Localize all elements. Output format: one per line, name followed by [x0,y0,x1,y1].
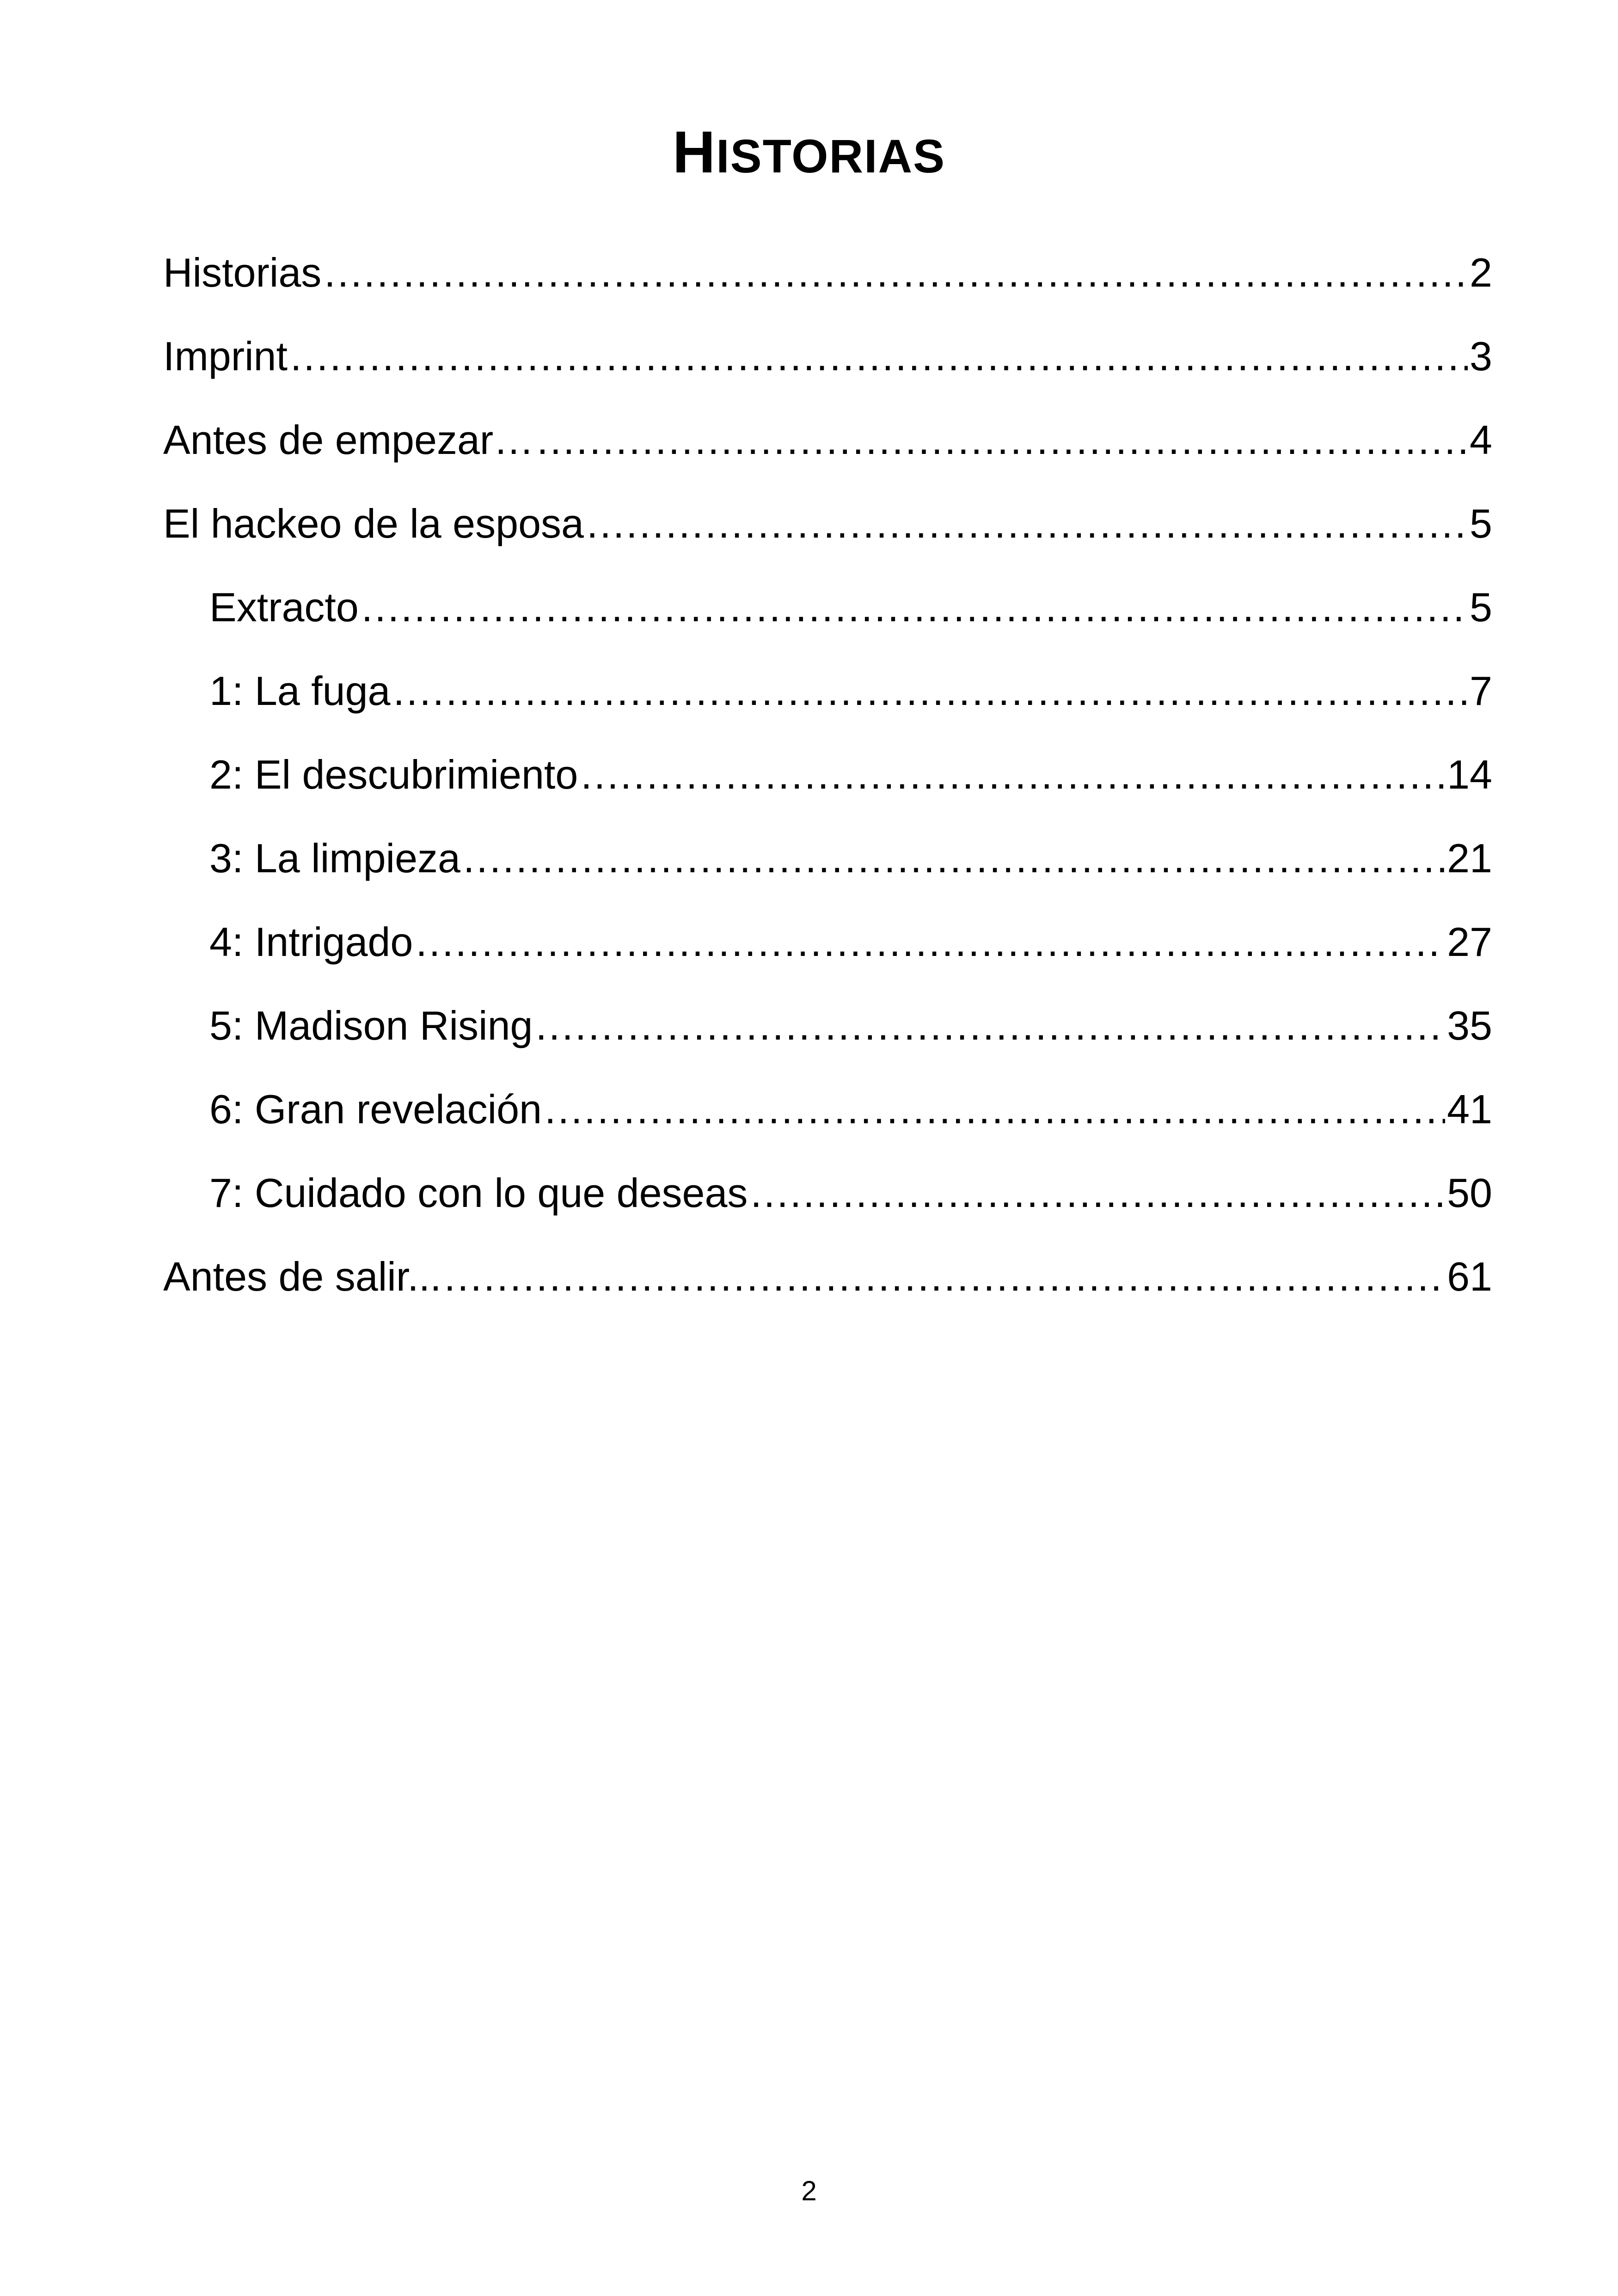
toc-entry-page: 14 [1447,752,1492,797]
toc-entry-page: 2 [1470,250,1492,295]
toc-entry-page: 4 [1470,417,1492,463]
toc-entry-page: 5 [1470,584,1492,630]
toc-entry-label: 3: La limpieza [209,835,460,881]
toc-entry-chapter-5[interactable] [163,998,1492,1082]
toc-entry-chapter-4[interactable] [163,914,1492,998]
toc-entry-label: El hackeo de la esposa [163,501,584,546]
toc-dot-leader [545,1082,1445,1137]
toc-entry-page: 61 [1447,1254,1492,1299]
toc-entry-chapter-6[interactable] [163,1082,1492,1165]
toc-entry-chapter-2[interactable] [163,747,1492,831]
toc-entry-label: 6: Gran revelación [209,1086,542,1132]
toc-entry-label: Historias [163,250,322,295]
toc-entry-antes-de-salir[interactable] [163,1249,1492,1333]
toc-entry-page: 21 [1447,835,1492,881]
toc-dot-leader [362,580,1468,635]
table-of-contents [163,245,1492,1333]
toc-dot-leader [393,663,1468,719]
toc-entry-page: 41 [1447,1086,1492,1132]
footer-page-number: 2 [801,2175,817,2206]
toc-entry-imprint[interactable] [163,329,1492,412]
toc-dot-leader [535,998,1445,1053]
toc-entry-antes-de-empezar[interactable] [163,412,1492,496]
toc-entry-extracto[interactable] [163,580,1492,663]
toc-dot-leader [463,831,1445,886]
toc-entry-label: 2: El descubrimiento [209,752,578,797]
toc-entry-label: 4: Intrigado [209,919,413,965]
toc-entry-page: 5 [1470,501,1492,546]
toc-entry-chapter-1[interactable] [163,663,1492,747]
toc-entry-page: 7 [1470,668,1492,714]
toc-entry-label: Extracto [209,584,359,630]
toc-entry-label: 7: Cuidado con lo que deseas [209,1170,748,1216]
toc-entry-label: 1: La fuga [209,668,391,714]
toc-entry-label: Antes de empezar… [163,417,534,463]
page-title-initial: H [672,119,717,185]
toc-entry-el-hackeo-de-la-esposa[interactable] [163,496,1492,580]
toc-dot-leader [416,914,1445,970]
toc-dot-leader [444,1249,1445,1304]
toc-dot-leader [587,496,1468,551]
toc-dot-leader [537,412,1468,468]
toc-entry-page: 3 [1470,333,1492,379]
toc-entry-page: 35 [1447,1003,1492,1048]
toc-dot-leader [750,1165,1445,1221]
toc-dot-leader [581,747,1445,802]
toc-entry-label: Antes de salir... [163,1254,441,1299]
page-title [0,116,1618,193]
toc-entry-page: 50 [1447,1170,1492,1216]
toc-entry-label: Imprint [163,333,288,379]
page-title-rest: ISTORIAS [716,130,946,183]
toc-dot-leader [290,329,1468,384]
toc-entry-label: 5: Madison Rising [209,1003,533,1048]
toc-dot-leader [324,245,1468,300]
toc-entry-chapter-3[interactable] [163,831,1492,914]
toc-entry-chapter-7[interactable] [163,1165,1492,1249]
toc-entry-page: 27 [1447,919,1492,965]
toc-entry-historias[interactable] [163,245,1492,329]
